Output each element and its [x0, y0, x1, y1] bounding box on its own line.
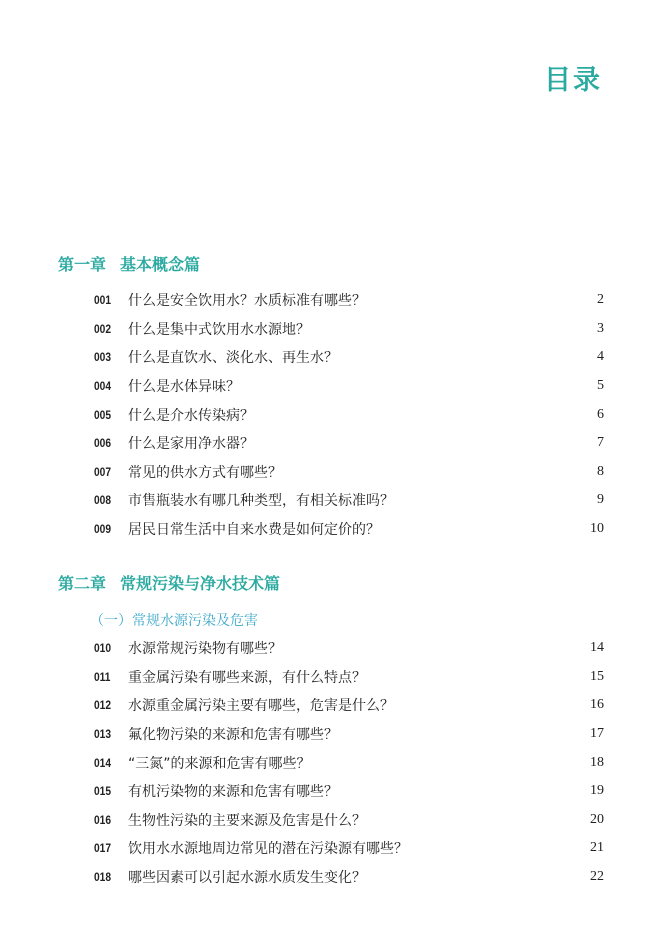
entry-page: 8: [597, 463, 604, 479]
entry-page: 22: [590, 869, 604, 885]
chapter-number: 第一章: [58, 255, 107, 274]
entry-title: 市售瓶装水有哪几种类型，有相关标准吗？: [128, 493, 394, 510]
entry-page: 18: [590, 754, 604, 770]
entry-page: 3: [597, 320, 604, 336]
page-title: 目录: [544, 65, 602, 96]
entry-number: 008: [94, 493, 112, 508]
toc-entry[interactable]: [94, 720, 604, 749]
entry-number: 018: [94, 870, 112, 885]
toc-entry[interactable]: [94, 458, 604, 487]
entry-page: 5: [597, 378, 604, 394]
entry-title: 什么是家用净水器？: [128, 436, 254, 453]
entry-title: 哪些因素可以引起水源水质发生变化？: [128, 870, 366, 887]
chapter-title: 基本概念篇: [120, 255, 201, 274]
chapter-2-toc-list: [94, 634, 604, 891]
entry-title: 水源常规污染物有哪些？: [128, 641, 282, 658]
entry-number: 013: [94, 727, 112, 742]
toc-entry[interactable]: [94, 663, 604, 692]
toc-entry[interactable]: [94, 691, 604, 720]
entry-number: 017: [94, 841, 112, 856]
entry-page: 2: [597, 292, 604, 308]
entry-title: 什么是直饮水、淡化水、再生水？: [128, 350, 338, 367]
entry-title: 重金属污染有哪些来源，有什么特点？: [128, 669, 366, 686]
entry-number: 015: [94, 784, 112, 799]
entry-page: 10: [590, 521, 604, 537]
toc-entry[interactable]: [94, 486, 604, 515]
entry-page: 9: [597, 492, 604, 508]
entry-number: 016: [94, 812, 112, 827]
entry-title: 饮用水水源地周边常见的潜在污染源有哪些？: [128, 841, 408, 858]
chapter-1-toc-list: [94, 286, 604, 543]
section-heading[interactable]: （一）常规水源污染及危害: [90, 613, 258, 629]
entry-title: “三氮”的来源和危害有哪些？: [128, 755, 311, 772]
toc-entry[interactable]: [94, 834, 604, 863]
entry-number: 005: [94, 407, 112, 422]
toc-entry[interactable]: [94, 863, 604, 892]
entry-page: 6: [597, 406, 604, 422]
toc-entry[interactable]: [94, 343, 604, 372]
toc-entry[interactable]: [94, 634, 604, 663]
entry-number: 004: [94, 379, 112, 394]
entry-number: 003: [94, 350, 112, 365]
entry-page: 14: [590, 640, 604, 656]
toc-entry[interactable]: [94, 286, 604, 315]
entry-page: 4: [597, 349, 604, 365]
chapter-number: 第二章: [58, 574, 107, 593]
entry-page: 20: [590, 811, 604, 827]
entry-number: 014: [94, 755, 112, 770]
entry-number: 007: [94, 464, 112, 479]
toc-entry[interactable]: [94, 806, 604, 835]
entry-number: 009: [94, 522, 112, 537]
toc-entry[interactable]: [94, 400, 604, 429]
toc-entry[interactable]: [94, 372, 604, 401]
toc-entry[interactable]: [94, 748, 604, 777]
entry-title: 居民日常生活中自来水费是如何定价的？: [128, 522, 380, 539]
entry-page: 7: [597, 435, 604, 451]
entry-number: 011: [94, 669, 111, 684]
chapter-title: 常规污染与净水技术篇: [120, 574, 281, 593]
entry-title: 常见的供水方式有哪些？: [128, 464, 282, 481]
chapter-1-heading[interactable]: [58, 252, 200, 275]
toc-entry[interactable]: [94, 315, 604, 344]
entry-number: 002: [94, 321, 112, 336]
entry-title: 什么是集中式饮用水水源地？: [128, 321, 310, 338]
entry-title: 什么是水体异味？: [128, 379, 240, 396]
toc-entry[interactable]: [94, 515, 604, 544]
entry-title: 什么是介水传染病？: [128, 407, 254, 424]
entry-number: 012: [94, 698, 112, 713]
entry-title: 有机污染物的来源和危害有哪些？: [128, 784, 338, 801]
entry-number: 001: [94, 293, 112, 308]
entry-page: 17: [590, 726, 604, 742]
entry-page: 21: [590, 840, 604, 856]
entry-title: 氟化物污染的来源和危害有哪些？: [128, 727, 338, 744]
entry-title: 水源重金属污染主要有哪些，危害是什么？: [128, 698, 394, 715]
entry-page: 16: [590, 697, 604, 713]
entry-title: 生物性污染的主要来源及危害是什么？: [128, 812, 366, 829]
entry-page: 15: [590, 668, 604, 684]
entry-number: 010: [94, 641, 112, 656]
entry-number: 006: [94, 436, 112, 451]
entry-page: 19: [590, 783, 604, 799]
chapter-2-heading[interactable]: [58, 571, 280, 594]
entry-title: 什么是安全饮用水？水质标准有哪些？: [128, 293, 366, 310]
toc-entry[interactable]: [94, 777, 604, 806]
toc-entry[interactable]: [94, 429, 604, 458]
